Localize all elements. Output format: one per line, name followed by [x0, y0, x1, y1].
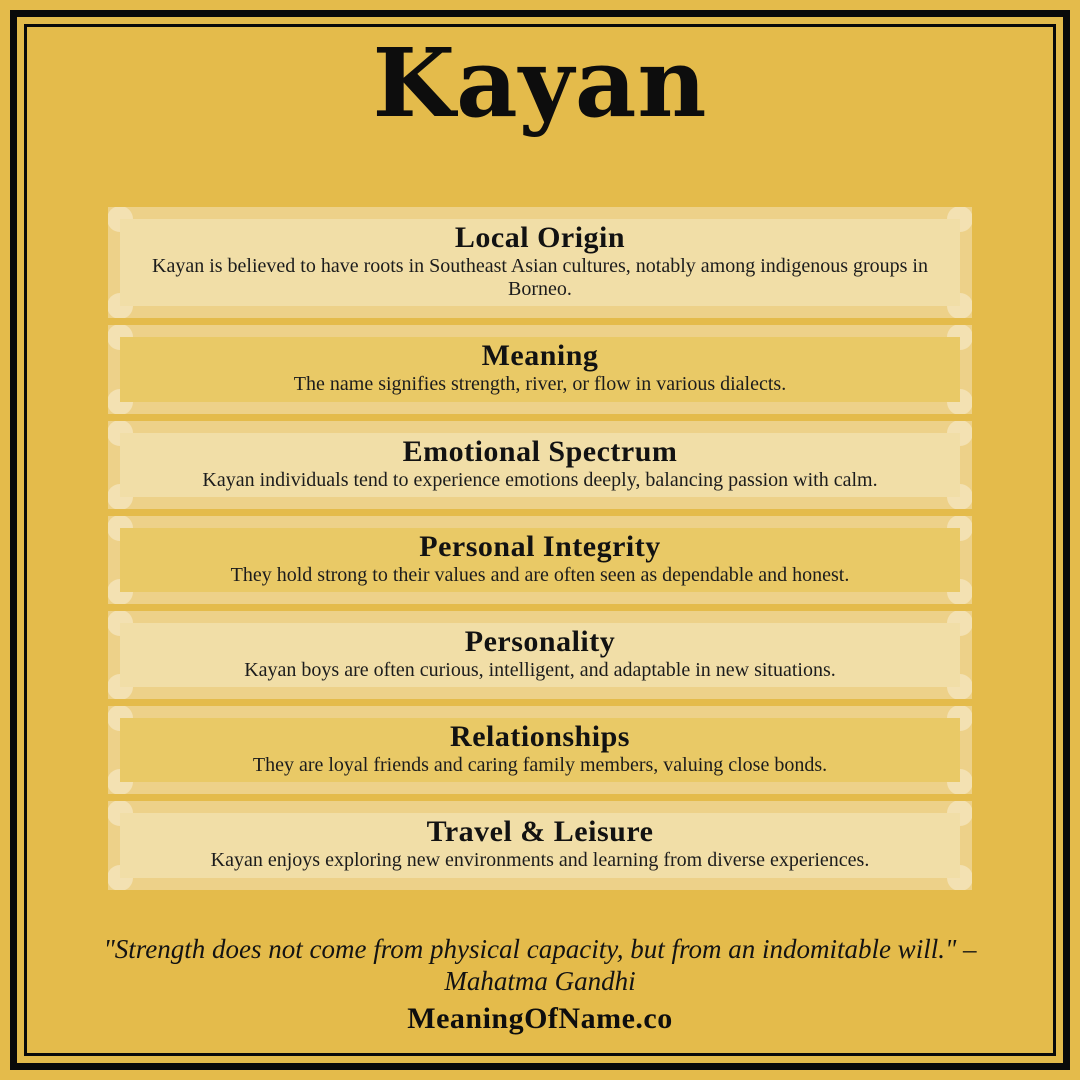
section-card-meaning: [108, 325, 972, 413]
page-title: Kayan: [372, 28, 708, 139]
section-card-emotional-spectrum: [108, 421, 972, 509]
quote-text: "Strength does not come from physical capacity, but from an indomitable will." –: [103, 934, 977, 964]
quote-author: Mahatma Gandhi: [444, 965, 636, 996]
card-inner-panel: [120, 433, 960, 497]
section-heading: Meaning: [481, 339, 599, 373]
section-heading: Emotional Spectrum: [402, 434, 678, 468]
card-inner-panel: [120, 219, 960, 306]
section-body: Kayan individuals tend to experience emotions deeply, balancing passion with calm.: [202, 468, 878, 491]
section-body: Kayan is believed to have roots in Southeast Asian cultures, notably among indigenous groups in Borneo.: [152, 255, 928, 301]
section-body: Kayan boys are often curious, intelligent, and adaptable in new situations.: [244, 658, 836, 681]
section-list: [108, 207, 972, 890]
card-inner-panel: [120, 718, 960, 782]
section-card-personal-integrity: [108, 516, 972, 604]
section-heading: Personal Integrity: [419, 529, 661, 563]
brand-name: MeaningOfName.co: [407, 1001, 673, 1035]
section-heading: Travel & Leisure: [426, 815, 654, 849]
section-heading: Personality: [464, 624, 616, 658]
section-body: They are loyal friends and caring family members, valuing close bonds.: [252, 754, 828, 777]
section-card-personality: [108, 611, 972, 699]
footer: [45, 934, 1035, 1035]
section-body: Kayan enjoys exploring new environments and learning from diverse experiences.: [210, 849, 870, 872]
section-card-local-origin: [108, 207, 972, 318]
section-body: The name signifies strength, river, or flow in various dialects.: [293, 373, 787, 396]
card-inner-panel: [120, 528, 960, 592]
section-body: They hold strong to their values and are often seen as dependable and honest.: [230, 563, 850, 586]
section-heading: Local Origin: [454, 221, 626, 254]
card-inner-panel: [120, 337, 960, 401]
section-heading: Relationships: [450, 720, 630, 754]
section-card-relationships: [108, 706, 972, 794]
section-card-travel-leisure: [108, 801, 972, 889]
card-inner-panel: [120, 813, 960, 877]
card-inner-panel: [120, 623, 960, 687]
